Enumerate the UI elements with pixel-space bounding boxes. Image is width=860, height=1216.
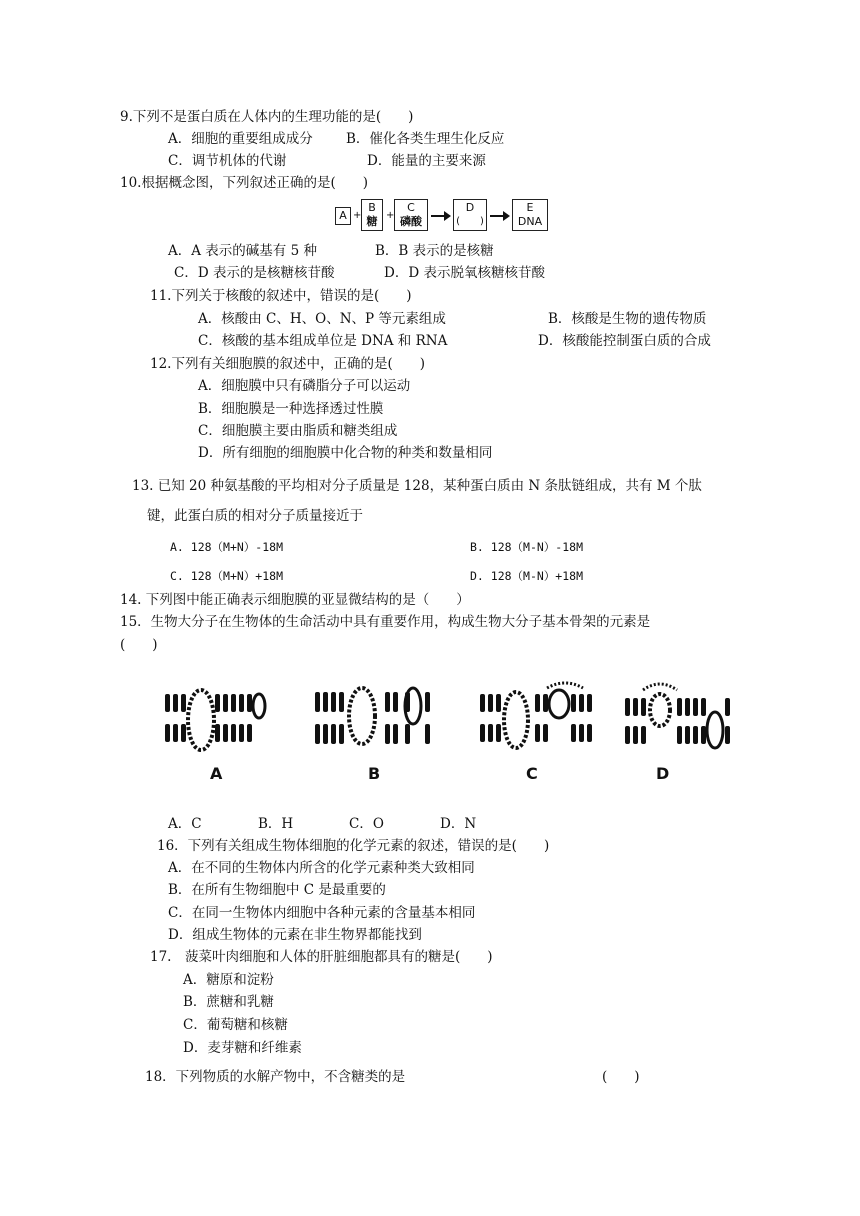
figure-c-protein xyxy=(504,692,528,748)
q12-stem: 12.下列有关细胞膜的叙述中，正确的是( ) xyxy=(150,356,426,372)
figure-c-bilayer xyxy=(480,694,592,742)
membrane-figure-b xyxy=(315,688,430,744)
figure-a-bilayer xyxy=(165,694,252,742)
diagram-box-c-bottom: 磷酸 xyxy=(400,215,422,228)
q11-option-b: B．核酸是生物的遗传物质 xyxy=(548,311,707,327)
q16-stem: 16．下列有关组成生物体细胞的化学元素的叙述，错误的是( ) xyxy=(157,838,550,854)
q15-option-c: C．O xyxy=(349,816,384,832)
diagram-box-e xyxy=(512,199,548,231)
q11-option-a: A．核酸由 C、H、O、N、P 等元素组成 xyxy=(198,311,446,327)
diagram-box-e-bottom: DNA xyxy=(517,215,543,228)
diagram-plus-1: + xyxy=(353,210,362,221)
diagram-box-e-top: E xyxy=(526,201,534,214)
q13-option-a: A. 128（M+N）-18M xyxy=(170,540,284,554)
q15-option-a: A．C xyxy=(168,816,202,832)
figure-d-protein-small xyxy=(707,712,723,748)
q16-option-b: B．在所有生物细胞中 C 是最重要的 xyxy=(168,882,386,898)
diagram-box-c xyxy=(394,199,428,231)
q18-stem: 18．下列物质的水解产物中，不含糖类的是 xyxy=(145,1069,406,1085)
figure-label-b: B xyxy=(368,764,381,783)
q14-stem: 14. 下列图中能正确表示细胞膜的亚显微结构的是（ ） xyxy=(120,592,470,608)
diagram-arrow-1 xyxy=(431,215,445,217)
q17-option-d: D．麦芽糖和纤维素 xyxy=(183,1040,302,1056)
q15-stem-line1: 15．生物大分子在生物体的生命活动中具有重要作用，构成生物大分子基本骨架的元素是 xyxy=(120,614,651,630)
diagram-box-d xyxy=(453,199,487,231)
q10-option-c: C．D 表示的是核糖核苷酸 xyxy=(174,265,335,281)
diagram-plus-2: + xyxy=(386,210,395,221)
q13-option-c: C. 128（M+N）+18M xyxy=(170,569,284,583)
q13-option-b: B. 128（M-N）-18M xyxy=(470,540,584,554)
q11-option-c: C．核酸的基本组成单位是 DNA 和 RNA xyxy=(198,333,448,349)
diagram-box-d-bottom: ( ) xyxy=(456,216,484,227)
q12-option-a: A．细胞膜中只有磷脂分子可以运动 xyxy=(198,378,411,394)
q10-option-d: D．D 表示脱氧核糖核苷酸 xyxy=(384,265,545,281)
diagram-box-b xyxy=(361,199,383,231)
q15-stem-line2: ( ) xyxy=(120,637,158,653)
q9-stem: 9.下列不是蛋白质在人体内的生理功能的是( ) xyxy=(120,109,414,125)
figure-b-protein xyxy=(349,688,375,744)
membrane-figure-svg xyxy=(155,680,735,784)
figure-label-c: C xyxy=(526,764,538,783)
figure-d-glycocalyx xyxy=(643,684,677,690)
q10-option-a: A．A 表示的碱基有 5 种 xyxy=(168,243,317,259)
q16-option-d: D．组成生物体的元素在非生物界都能找到 xyxy=(168,927,422,943)
q12-option-b: B．细胞膜是一种选择透过性膜 xyxy=(198,401,384,417)
q9-option-d: D．能量的主要来源 xyxy=(367,153,486,169)
figure-d-protein xyxy=(650,694,670,726)
diagram-box-b-top: B xyxy=(368,201,376,214)
diagram-box-a: A xyxy=(335,207,351,225)
q9-option-a: A．细胞的重要组成成分 xyxy=(168,131,313,147)
q10-option-b: B．B 表示的是核糖 xyxy=(375,243,494,259)
q17-stem: 17. 菠菜叶肉细胞和人体的肝脏细胞都具有的糖是( ) xyxy=(150,949,493,965)
figure-d-bilayer xyxy=(625,698,730,744)
q16-option-c: C．在同一生物体内细胞中各种元素的含量基本相同 xyxy=(168,905,476,921)
membrane-figure xyxy=(155,680,735,784)
figure-c-protein-small xyxy=(549,690,569,718)
q13-stem-line1: 13. 已知 20 种氨基酸的平均相对分子质量是 128，某种蛋白质由 N 条肽链组成，共有 M 个肽 xyxy=(132,478,702,494)
diagram-box-c-top: C xyxy=(407,201,415,214)
q11-option-d: D．核酸能控制蛋白质的合成 xyxy=(538,333,711,349)
diagram-box-d-top: D xyxy=(465,201,475,214)
figure-c-glycocalyx xyxy=(547,683,583,688)
diagram-box-b-bottom: 糖 xyxy=(366,215,378,228)
q16-option-a: A．在不同的生物体内所含的化学元素种类大致相同 xyxy=(168,860,475,876)
q17-option-c: C．葡萄糖和核糖 xyxy=(183,1017,288,1033)
figure-a-protein xyxy=(188,690,214,750)
q11-stem: 11.下列关于核酸的叙述中，错误的是( ) xyxy=(150,288,412,304)
q13-option-d: D. 128（M-N）+18M xyxy=(470,569,584,583)
figure-label-a: A xyxy=(210,764,223,783)
q9-option-c: C．调节机体的代谢 xyxy=(168,153,287,169)
q12-option-d: D．所有细胞的细胞膜中化合物的种类和数量相同 xyxy=(198,445,493,461)
membrane-figure-a xyxy=(165,690,265,750)
diagram-arrow-2 xyxy=(490,215,504,217)
membrane-figure-c xyxy=(480,683,592,748)
q9-option-b: B．催化各类生理生化反应 xyxy=(346,131,505,147)
q10-stem: 10.根据概念图，下列叙述正确的是( ) xyxy=(120,175,369,191)
q15-option-b: B．H xyxy=(258,816,294,832)
figure-label-d: D xyxy=(656,764,670,783)
q17-option-a: A．糖原和淀粉 xyxy=(183,972,274,988)
q15-option-d: D．N xyxy=(440,816,477,832)
figure-a-protein-small xyxy=(253,694,265,718)
membrane-figure-d xyxy=(625,684,730,748)
q18-answer-blank: ( ) xyxy=(602,1069,640,1085)
q17-option-b: B．蔗糖和乳糖 xyxy=(183,994,274,1010)
q12-option-c: C．细胞膜主要由脂质和糖类组成 xyxy=(198,423,398,439)
q13-stem-line2: 键，此蛋白质的相对分子质量接近于 xyxy=(147,508,363,524)
